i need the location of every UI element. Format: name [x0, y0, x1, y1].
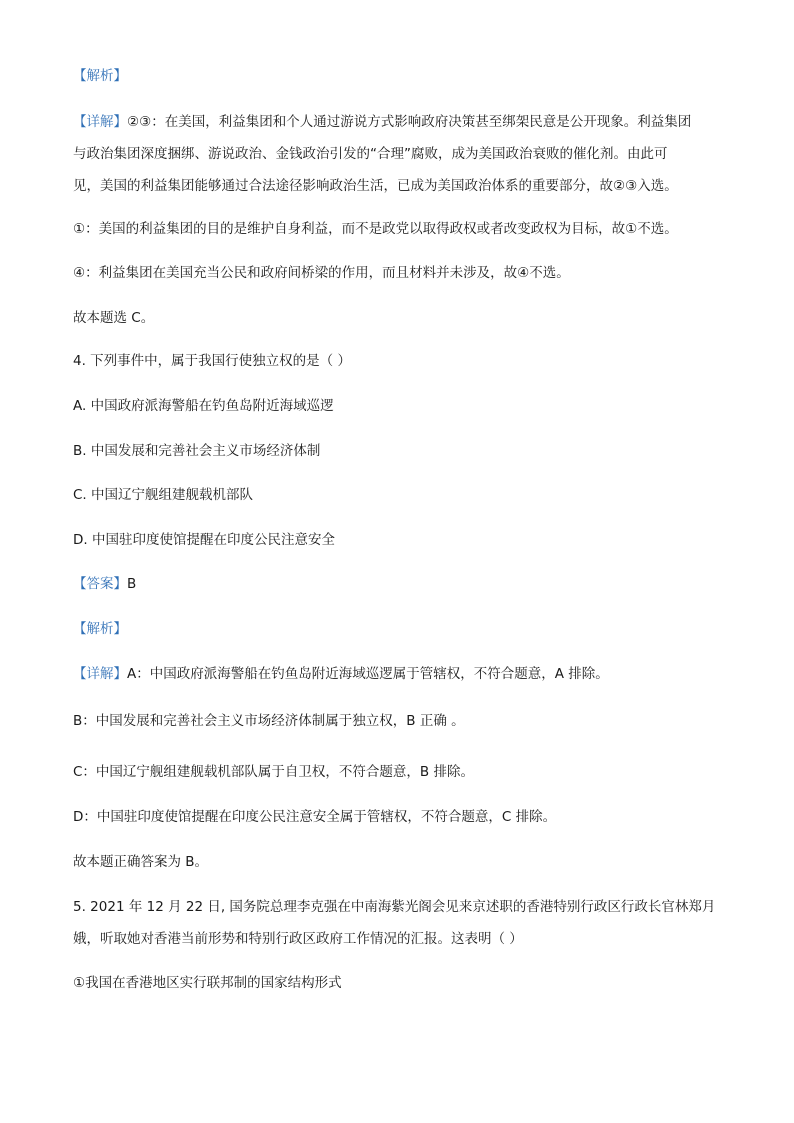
analysis-tag-1: 【解析】 — [73, 68, 127, 84]
q5-stem-line-2: 娥，听取她对香港当前形势和特别行政区政府工作情况的汇报。这表明（ ） — [73, 931, 523, 947]
option-1-reason: ①：美国的利益集团的目的是维护自身利益，而不是政党以取得政权或者改变政权为目标，故①不选。 — [73, 221, 678, 237]
detail-text-line-3: 见，美国的利益集团能够通过合法途径影响政治生活，已成为美国政治体系的重要部分，故②③入选。 — [73, 178, 678, 194]
q4-conclusion: 故本题正确答案为 B。 — [73, 854, 209, 870]
q4-detail-c: C：中国辽宁舰组建舰载机部队属于自卫权，不符合题意，B 排除。 — [73, 764, 474, 780]
detail-tag-1: 【详解】 — [73, 114, 127, 130]
q4-option-a: A. 中国政府派海警船在钓鱼岛附近海域巡逻 — [73, 398, 334, 414]
detail-text-line-1: ②③：在美国，利益集团和个人通过游说方式影响政府决策甚至绑架民意是公开现象。利益集团 — [127, 114, 692, 130]
q4-stem: 4. 下列事件中，属于我国行使独立权的是（ ） — [73, 353, 351, 369]
q4-option-b: B. 中国发展和完善社会主义市场经济体制 — [73, 443, 321, 459]
analysis-tag-2: 【解析】 — [73, 621, 127, 637]
detail-tag-2: 【详解】 — [73, 666, 127, 682]
q5-option-1: ①我国在香港地区实行联邦制的国家结构形式 — [73, 975, 342, 991]
answer-tag: 【答案】 — [73, 576, 127, 592]
detail-text-line-2: 与政治集团深度捆绑、游说政治、金钱政治引发的“合理”腐败，成为美国政治衰败的催化剂。由此可 — [73, 146, 668, 162]
q4-answer-line — [73, 574, 723, 594]
q4-answer-value: B — [127, 576, 137, 592]
q5-stem-line-1: 5. 2021 年 12 月 22 日, 国务院总理李克强在中南海紫光阁会见来京述职的香港特别行政区行政长官林郑月 — [73, 899, 716, 915]
q4-detail-a-line — [73, 664, 723, 684]
detail-paragraph-line-1 — [73, 112, 723, 132]
q4-option-c: C. 中国辽宁舰组建舰载机部队 — [73, 487, 254, 503]
q4-detail-b: B：中国发展和完善社会主义市场经济体制属于独立权，B 正确 。 — [73, 713, 465, 729]
option-4-reason: ④：利益集团在美国充当公民和政府间桥梁的作用，而且材料并未涉及，故④不选。 — [73, 265, 570, 281]
q4-detail-d: D：中国驻印度使馆提醒在印度公民注意安全属于管辖权，不符合题意，C 排除。 — [73, 809, 557, 825]
q3-conclusion: 故本题选 C。 — [73, 310, 155, 326]
q4-option-d: D. 中国驻印度使馆提醒在印度公民注意安全 — [73, 532, 335, 548]
q4-detail-a: A：中国政府派海警船在钓鱼岛附近海域巡逻属于管辖权，不符合题意，A 排除。 — [127, 666, 609, 682]
